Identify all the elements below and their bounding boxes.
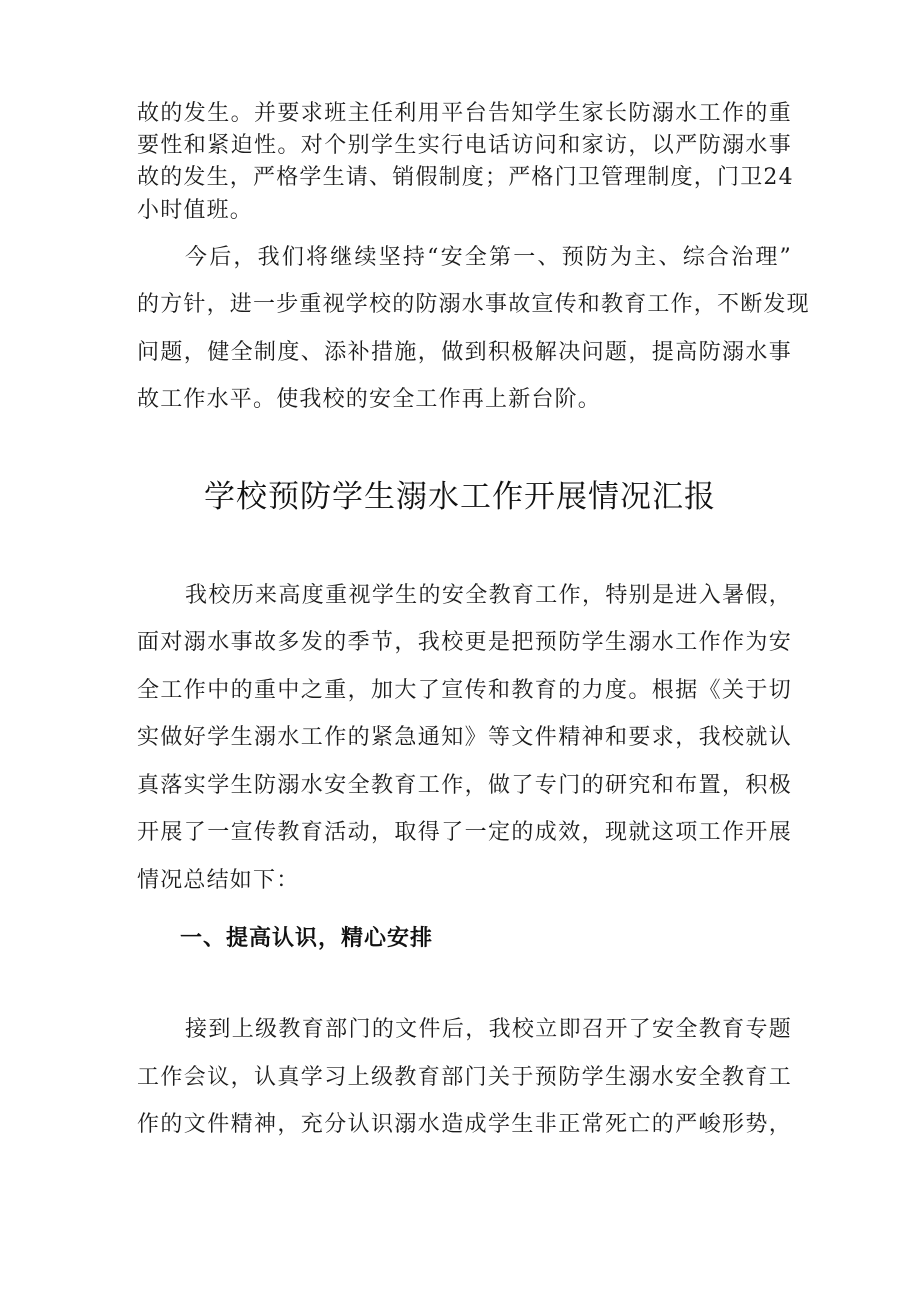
paragraph-line: 今后，我们将继续坚持“安全第一、预防为主、综合治理” <box>185 245 792 270</box>
paragraph-line: 面对溺水事故多发的季节，我校更是把预防学生溺水工作作为安 <box>137 630 792 655</box>
paragraph-line: 故的发生。并要求班主任利用平台告知学生家长防溺水工作的重 <box>137 101 792 126</box>
paragraph-line: 问题，健全制度、添补措施，做到积极解决问题，提高防溺水事 <box>137 340 792 365</box>
section-heading: 一、提高认识，精心安排 <box>180 926 434 951</box>
paragraph-line: 故工作水平。使我校的安全工作再上新台阶。 <box>137 387 602 412</box>
paragraph-line: 接到上级教育部门的文件后，我校立即召开了安全教育专题 <box>185 1017 792 1042</box>
paragraph-line: 我校历来高度重视学生的安全教育工作，特别是进入暑假， <box>185 583 792 608</box>
paragraph-line: 小时值班。 <box>137 198 254 223</box>
paragraph-line: 开展了一宣传教育活动，取得了一定的成效，现就这项工作开展 <box>137 820 792 845</box>
paragraph-line: 实做好学生溺水工作的紧急通知》等文件精神和要求，我校就认 <box>137 725 792 750</box>
paragraph-line: 故的发生，严格学生请、销假制度；严格门卫管理制度，门卫24 <box>137 165 794 190</box>
paragraph-line: 工作会议，认真学习上级教育部门关于预防学生溺水安全教育工 <box>137 1065 792 1090</box>
paragraph-line: 作的文件精神，充分认识溺水造成学生非正常死亡的严峻形势， <box>137 1112 792 1137</box>
paragraph-line: 要性和紧迫性。对个别学生实行电话访问和家访，以严防溺水事 <box>137 133 792 158</box>
paragraph-line: 全工作中的重中之重，加大了宣传和教育的力度。根据《关于切 <box>137 678 792 703</box>
paragraph-line: 情况总结如下： <box>137 868 300 893</box>
paragraph-line: 的方针，进一步重视学校的防溺水事故宣传和教育工作，不断发现 <box>137 292 810 317</box>
paragraph-line: 真落实学生防溺水安全教育工作，做了专门的研究和布置，积极 <box>137 773 792 798</box>
report-title: 学校预防学生溺水工作开展情况汇报 <box>204 479 716 515</box>
